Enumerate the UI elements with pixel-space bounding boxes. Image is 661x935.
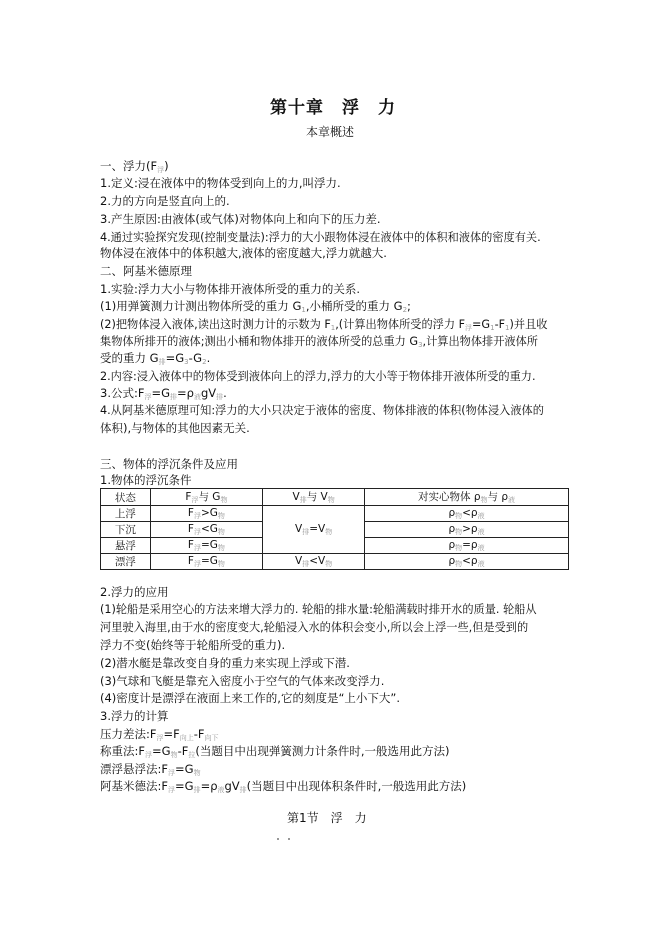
- s3-sub1: 1.物体的浮沉条件: [100, 473, 192, 487]
- section3-heading: 三、物体的浮沉条件及应用: [100, 457, 238, 471]
- table-volume-merged: V排=V物: [263, 506, 365, 554]
- decorative-dot: [277, 838, 279, 840]
- s2-line2: (1)用弹簧测力计测出物体所受的重力 G1,小桶所受的重力 G2;: [100, 299, 411, 314]
- section2-heading: 二、阿基米德原理: [100, 264, 192, 278]
- table-header-volume: V排与 V物: [263, 489, 365, 506]
- s1-line4a: 4.通过实验探究发现(控制变量法):浮力的大小跟物体浸在液体中的体积和液体的密度有关.: [100, 231, 541, 244]
- app-line5: (3)气球和飞艇是靠充入密度小于空气的气体来改变浮力.: [100, 674, 385, 688]
- table-row: 下沉 F浮<G物 ρ物>ρ液: [101, 522, 569, 538]
- app-line1: (1)轮船是采用空心的方法来增大浮力的. 轮船的排水量:轮船满载时排开水的质量. 轮船从: [100, 603, 537, 616]
- page-title: 第十章 浮 力: [270, 98, 396, 118]
- table-row: 漂浮 F浮=G物 V排<V物 ρ物<ρ液: [101, 554, 569, 570]
- table-header-row: [101, 489, 569, 506]
- table-header-state: 状态: [101, 489, 151, 506]
- app-line3: 浮力不变(始终等于轮船所受的重力).: [100, 638, 286, 652]
- section1-heading: 一、浮力(F浮): [100, 159, 169, 174]
- calc-weighing: 称重法:F浮=G物-F拉(当题目中出现弹簧测力计条件时,一般选用此方法): [100, 744, 450, 759]
- table-header-density: 对实心物体 ρ物与 ρ液: [365, 489, 569, 506]
- s2-line1: 1.实验:浮力大小与物体排开液体所受的重力的关系.: [100, 282, 360, 296]
- decorative-dot: [288, 838, 290, 840]
- s2-line3a: (2)把物体浸入液体,读出这时测力计的示数为 F1,(计算出物体所受的浮力 F浮=G1-F1)并且收: [100, 318, 548, 332]
- section-heading-footer: 第1节 浮 力: [287, 811, 367, 825]
- s1-line4b: 物体浸在液体中的体积越大,液体的密度越大,浮力就越大.: [100, 246, 387, 260]
- s1-line3: 3.产生原因:由液体(或气体)对物体向上和向下的压力差.: [100, 212, 381, 226]
- page-subtitle: 本章概述: [306, 125, 355, 139]
- s2-line3c: 受的重力 G排=G3-G2.: [100, 351, 211, 366]
- app-line4: (2)潜水艇是靠改变自身的重力来实现上浮或下潜.: [100, 656, 350, 670]
- calc-archimedes: 阿基米德法:F浮=G排=ρ液gV排(当题目中出现体积条件时,一般选用此方法): [100, 779, 467, 794]
- calc-pressure-diff: 压力差法:F浮=F向上-F向下: [100, 727, 219, 742]
- table-row: 悬浮 F浮=G物 ρ物=ρ液: [101, 538, 569, 554]
- table-volume-last: V排<V物: [263, 554, 365, 570]
- s1-line1: 1.定义:浸在液体中的物体受到向上的力,叫浮力.: [100, 176, 341, 190]
- table-header-force: F浮与 G物: [150, 489, 263, 506]
- calc-floating: 漂浮悬浮法:F浮=G物: [100, 762, 201, 777]
- s3-sub3: 3.浮力的计算: [100, 709, 169, 723]
- s2-line6a: 4.从阿基米德原理可知:浮力的大小只决定于液体的密度、物体排液的体积(物体浸入液体的: [100, 404, 544, 417]
- table-row: 上浮 F浮>G物 V排=V物 ρ物<ρ液: [101, 506, 569, 522]
- buoyancy-table: [100, 488, 569, 570]
- s2-line4: 2.内容:浸入液体中的物体受到液体向上的浮力,浮力的大小等于物体排开液体所受的重力.: [100, 370, 536, 383]
- s1-line2: 2.力的方向是竖直向上的.: [100, 194, 230, 208]
- s2-formula: 3.公式:F浮=G排=ρ液gV排.: [100, 386, 227, 401]
- app-line2: 河里驶入海里,由于水的密度变大,轮船浸入水的体积会变小,所以会上浮一些,但是受到的: [100, 621, 529, 634]
- s2-line3b: 集物体所排开的液体;测出小桶和物体排开的液体所受的总重力 G3,计算出物体排开液体所: [100, 335, 538, 349]
- s2-line6b: 体积),与物体的其他因素无关.: [100, 421, 250, 435]
- app-line6: (4)密度计是漂浮在液面上来工作的,它的刻度是“上小下大”.: [100, 691, 401, 705]
- s3-sub2: 2.浮力的应用: [100, 585, 169, 599]
